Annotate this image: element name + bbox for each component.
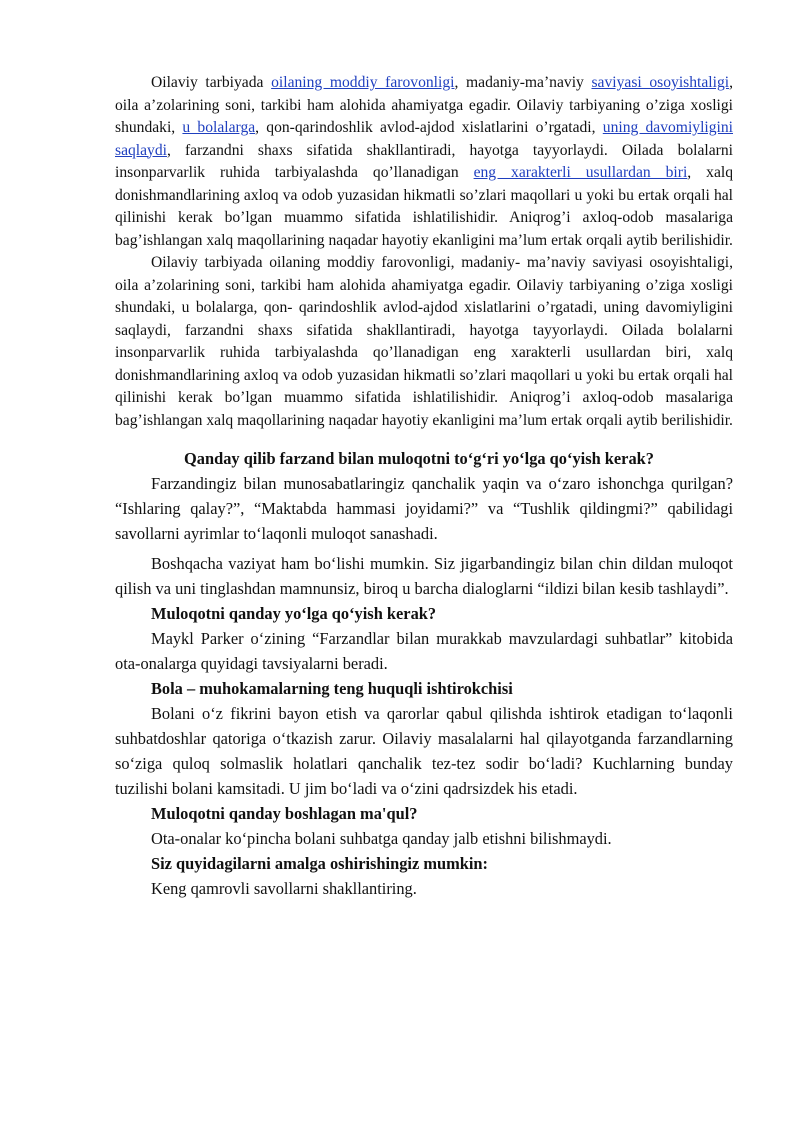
subheading-muloqotni-boshlash: Muloqotni qanday boshlagan ma'qul? <box>151 804 418 823</box>
link-saviyasi-osoyishtaligi[interactable]: saviyasi osoyishtaligi <box>591 74 730 91</box>
paragraph-7: Ota-onalar ko‘pincha bolani suhbatga qanday jalb etishni bilishmaydi. <box>151 829 612 848</box>
subheading-muloqotni-yolga-qoyish: Muloqotni qanday yo‘lga qo‘yish kerak? <box>151 604 437 623</box>
paragraph-6: Bolani o‘z fikrini bayon etish va qarorlar qabul qilishda ishtirok etadigan to‘laqonli suhbatdoshlar qatoriga o‘tkazish zarur. Oilaviy masalalarni hal qilayotganda farzandlarning so‘ziga quloq solmaslik holatlari qanchalik tez-tez sodir bo‘ladi? Kuchlarning bunday tuzilishi bolani kamsitadi. U jim bo‘ladi va o‘zini qadrsizdek his etadi. <box>115 704 733 798</box>
paragraph-4: Boshqacha vaziyat ham bo‘lishi mumkin. Siz jigarbandingiz bilan chin dildan muloqot qilish va uni tinglashdan mamnunsiz, biroq u barcha dialoglarni “ildizi bilan kesib tashlaydi”. <box>115 554 733 598</box>
paragraph-5: Maykl Parker o‘zining “Farzandlar bilan murakkab mavzulardagi suhbatlar” kitobida ota-onalarga quyidagi tavsiyalarni beradi. <box>115 629 733 673</box>
paragraph-8: Keng qamrovli savollarni shakllantiring. <box>151 879 417 898</box>
link-oilaning-moddiy-farovonligi[interactable]: oilaning moddiy farovonligi <box>271 74 455 91</box>
subheading-bola-ishtirokchisi: Bola – muhokamalarning teng huquqli ishtirokchisi <box>151 679 513 698</box>
paragraph-3: Farzandingiz bilan munosabatlaringiz qanchalik yaqin va o‘zaro ishonchga qurilgan? “Ishlaring qalay?”, “Maktabda hammasi joyidami?” va “Tushlik qildingmi?” qabilidagi savollarni ayrimlar to‘laqonli muloqot sanashadi. <box>115 474 733 543</box>
para1-text-1: , madaniy-ma’naviy <box>454 74 592 91</box>
paragraph-2: Oilaviy tarbiyada oilaning moddiy farovonligi, madaniy- ma’naviy saviyasi osoyishtaligi, oila a’zolarining soni, tarkibi ham alohida ahamiyatga egadir. Oilaviy tarbiyaning o’ziga xosligi shundaki, u bolalarga, qon- qarindoshlik avlod-ajdod xislatlarini o’rgatadi, uning davomiyligini saqlaydi, farzandni shaxs sifatida shakllantiradi, hayotga tayyorlaydi. Oilada bolalarni insonparvarlik ruhida tarbiyalashda qo’llanadigan eng xarakterli usullardan biri, xalq donishmandlarining axloq va odob yuzasidan hikmatli so’zlari maqollari u yoki bu ertak orqali hal qilinishi kerak bo’lgan muammo sifatida ishlatilishidir. Aniqrog’i axloq-odob masalariga bag’ishlangan xalq maqollarining naqadar hayotiy ekanligini ma’lum ertak orqali aytib berilishidir. <box>115 254 733 429</box>
link-uning-davomiyligini-saqlaydi[interactable]: uning davomiyligini saqlaydi <box>115 119 733 159</box>
para1-text-2: , oila a’zolarining soni, tarkibi ham alohida ahamiyatga egadir. Oilaviy tarbiyaning o’ziga xosligi shundaki, <box>115 74 733 136</box>
para1-text-5: , xalq donishmandlarining axloq va odob yuzasidan hikmatli so’zlari maqollari u yoki bu ertak orqali hal qilinishi kerak bo’lgan muammo sifatida ishlatilishidir. Aniqrog’i axloq-odob masalariga bag’ishlangan xalq maqollarining naqadar hayotiy ekanligini ma’lum ertak orqali aytib berilishidir. <box>115 164 733 249</box>
section-heading: Qanday qilib farzand bilan muloqotni to‘g‘ri yo‘lga qo‘yish kerak? <box>184 449 654 468</box>
para1-text-3: , qon-qarindoshlik avlod-ajdod xislatlarini o’rgatadi, <box>255 119 603 136</box>
document-page <box>115 72 733 901</box>
para1-text-4: , farzandni shaxs sifatida shakllantiradi, hayotga tayyorlaydi. Oilada bolalarni insonparvarlik ruhida tarbiyalashda qo’llanadigan <box>115 141 733 181</box>
link-eng-xarakterli-usullardan-biri[interactable]: eng xarakterli usullardan biri <box>473 164 688 181</box>
paragraph-1 <box>115 72 733 252</box>
subheading-siz-quyidagilarni: Siz quyidagilarni amalga oshirishingiz mumkin: <box>151 854 488 873</box>
para1-text-0: Oilaviy tarbiyada <box>151 74 272 91</box>
link-u-bolalarga[interactable]: u bolalarga <box>182 119 256 136</box>
